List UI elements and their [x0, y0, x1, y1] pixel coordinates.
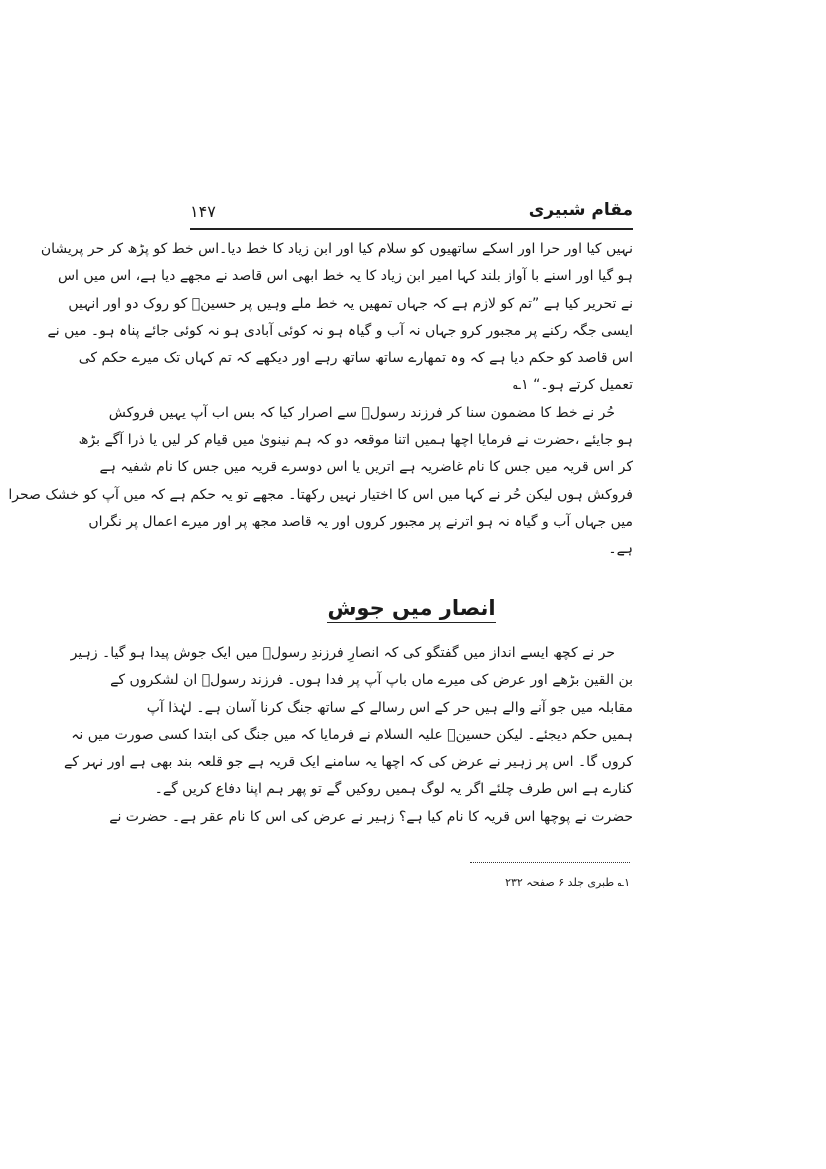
paragraph-1 — [40, 236, 633, 400]
header-divider — [190, 228, 633, 230]
section-heading: انصار میں جوش — [327, 596, 495, 623]
page-number: ۱۴۷ — [190, 202, 216, 221]
text-line: کنارے ہے اس طرف چلئے اگر یہ لوگ ہمیں روکیں گے تو پھر ہم اپنا دفاع کریں گے۔ — [154, 781, 633, 798]
text-line: مقابلہ میں جو آنے والے ہیں حر کے اس رسالے کے ساتھ جنگ کرنا آسان ہے۔ لہٰذا آپ — [146, 699, 633, 716]
text-line: حُر نے خط کا مضمون سنا کر فرزند رسولؐ سے اصرار کیا کہ بس اب آپ یہیں فروکش — [108, 404, 615, 421]
text-line: نہیں کیا اور حرا اور اسکے ساتھیوں کو سلام کیا اور ابن زیاد کا خط دیا۔اس خط کو پڑھ کر حر پریشان — [40, 241, 633, 257]
paragraph-2 — [8, 400, 633, 564]
text-line: کروں گا۔ اس پر زہیر نے عرض کی کہ اچھا یہ سامنے ایک قریہ ہے جو قلعہ بند بھی ہے اور نہر کے — [64, 754, 633, 771]
text-line: حضرت نے پوچھا اس قریہ کا نام کیا ہے؟ زہیر نے عرض کی اس کا نام عقر ہے۔ حضرت نے — [109, 808, 633, 825]
paragraphs-upper — [8, 236, 633, 564]
paragraph-3 — [64, 640, 633, 831]
text-line: اس قاصد کو حکم دیا ہے کہ وہ تمھارے ساتھ ساتھ رہے اور دیکھے کہ تم کہاں تک میرے حکم کی — [78, 350, 633, 367]
text-line: ہمیں حکم دیجئے۔ لیکن حسینؑ علیہ السلام نے فرمایا کہ میں جنگ کی ابتدا کسی صورت میں نہ — [71, 726, 633, 743]
footnote: ۱؎ طبری جلد ۶ صفحہ ۲۳۲ — [505, 876, 630, 889]
text-line: میں جہاں آب و گیاہ نہ ہو اترنے پر مجبور کروں اور یہ قاصد مجھ پر اور میرے اعمال پر نگراں — [88, 513, 633, 530]
text-line: ہے۔ — [608, 541, 633, 558]
text-line: بن القین بڑھے اور عرض کی میرے ماں باپ آپ پر فدا ہوں۔ فرزند رسولؐ ان لشکروں کے — [110, 672, 633, 689]
book-title: مقام شبیری — [528, 200, 633, 220]
text-line: ایسی جگہ رکنے پر مجبور کرو جہاں نہ آب و گیاہ ہو نہ کوئی آبادی ہو نہ کوئی جائے پناہ ہو۔ میں نے — [47, 322, 633, 339]
text-line: ہو گیا اور اسنے با آواز بلند کہا امیر ابن زیاد کا یہ خط ابھی اس قاصد نے مجھے دیا ہے، اس میں اس — [57, 268, 633, 285]
section-heading-wrap — [190, 596, 633, 623]
text-line: کر اس قریہ میں جس کا نام غاضریہ ہے اتریں یا اس دوسرے قریہ میں جس کا نام شفیہ ہے — [99, 459, 633, 476]
text-line: ہو جایئے ،حضرت نے فرمایا اچھا ہمیں اتنا موقعہ دو کہ ہم نینویٰ میں قیام کر لیں یا ذرا آگے بڑھ — [78, 432, 633, 449]
text-line: نے تحریر کیا ہے ”تم کو لازم ہے کہ جہاں تمھیں یہ خط ملے وہیں پر حسینؑ کو روک دو اور انہیں — [68, 295, 633, 312]
text-line: فروکش ہوں لیکن حُر نے کہا میں اس کا اختیار نہیں رکھتا۔ مجھے تو یہ حکم ہے کہ میں آپ کو خشک صحرا — [8, 486, 633, 503]
text-line: حر نے کچھ ایسے انداز میں گفتگو کی کہ انصارِ فرزندِ رسولؐ میں ایک جوش پیدا ہو گیا۔ زہیر — [70, 645, 615, 661]
page-header — [190, 200, 633, 230]
footnote-separator — [470, 862, 630, 863]
text-line: تعمیل کرتے ہو۔“ ۱؎ — [512, 377, 633, 394]
